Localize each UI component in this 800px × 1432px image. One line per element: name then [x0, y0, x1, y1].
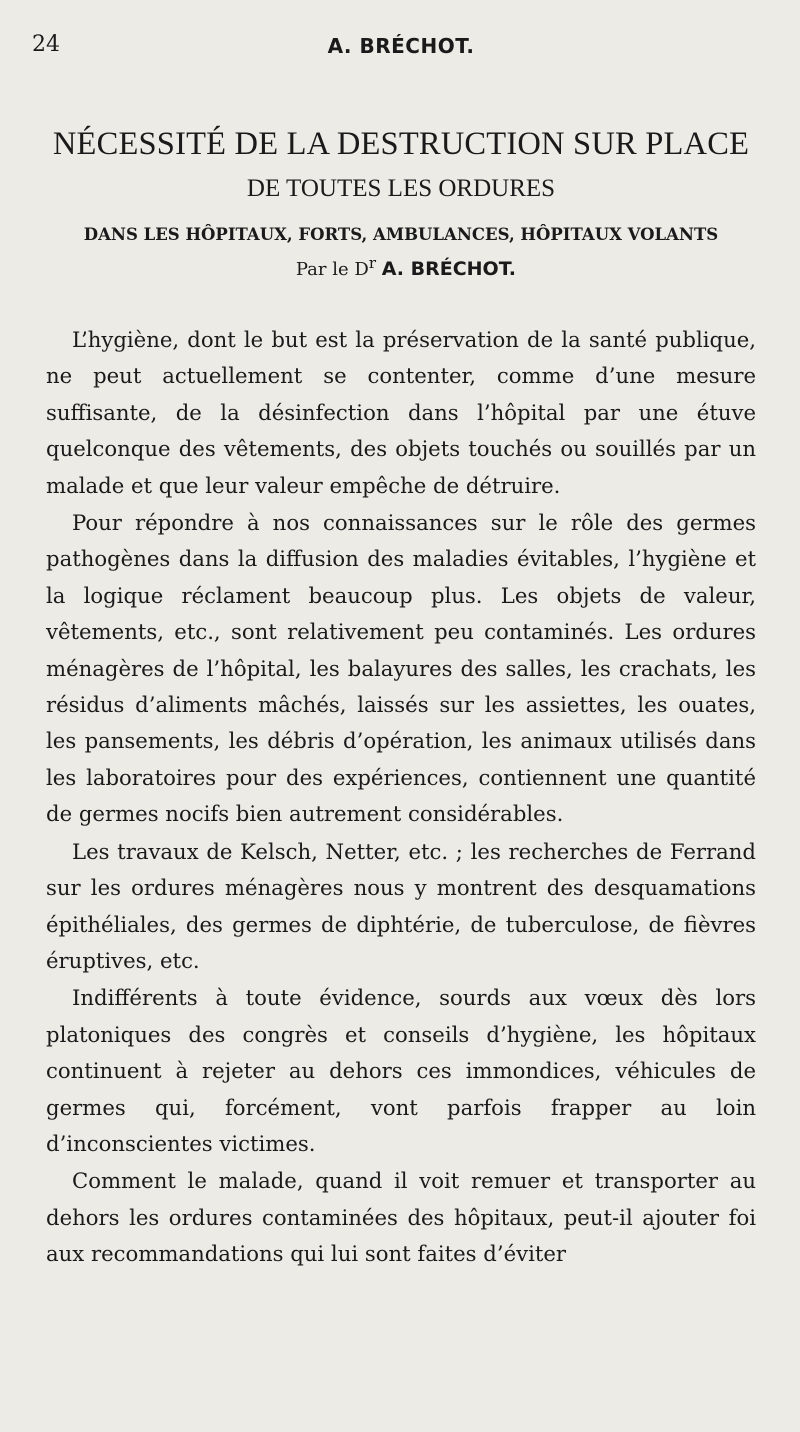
running-title: A. BRÉCHOT. — [327, 34, 475, 58]
paragraph: L’hygiène, dont le but est la préservation de la santé publique, ne peut actuellement se contenter, comme d’une mesure suffisante, de la désinfection dans l’hôpital par une étuve quelconque des vêtements, des objets touchés ou souillés par un malade et que leur valeur empêche de détruire. — [46, 327, 756, 498]
book-page — [0, 32, 800, 1432]
paragraph: Indifférents à toute évidence, sourds aux vœux dès lors platoniques des congrès et conseils d’hygiène, les hôpitaux continuent à rejeter au dehors ces immondices, véhicules de germes qui, forcément, vont parfois frapper au loin d’inconscientes victimes. — [46, 985, 756, 1156]
article-body — [46, 322, 756, 1273]
article-title-continued: DE TOUTES LES ORDURES — [246, 175, 556, 202]
paragraph: Les travaux de Kelsch, Netter, etc. ; les recherches de Ferrand sur les ordures ménagères nous y montrent des desquamations épithéliales, des germes de diphtérie, de tuberculose, de fièvres éruptives, etc. — [46, 838, 756, 973]
article-subtitle: DANS LES HÔPITAUX, FORTS, AMBULANCES, HÔPITAUX VOLANTS — [83, 225, 719, 244]
byline-author: A. BRÉCHOT. — [381, 258, 516, 280]
byline — [46, 254, 756, 280]
byline-superscript: r — [368, 254, 376, 272]
article-title: NÉCESSITÉ DE LA DESTRUCTION SUR PLACE — [52, 126, 750, 162]
running-header — [32, 32, 756, 66]
page-number: 24 — [32, 32, 60, 57]
paragraph: Pour répondre à nos connaissances sur le rôle des germes pathogènes dans la diffusion des maladies évitables, l’hygiène et la logique réclament beaucoup plus. Les objets de valeur, vêtements, etc., sont relativement peu contaminés. Les ordures ménagères de l’hôpital, les balayures des salles, les crachats, les résidus d’aliments mâchés, laissés sur les assiettes, les ouates, les pansements, les débris d’opération, les animaux utilisés dans les laboratoires pour des expériences, contiennent une quantité de germes nocifs bien autrement considérables. — [46, 510, 756, 827]
paragraph: Comment le malade, quand il voit remuer et transporter au dehors les ordures contaminées des hôpitaux, peut-il ajouter foi aux recommandations qui lui sont faites d’éviter — [46, 1168, 756, 1267]
byline-prefix: Par le D — [295, 259, 369, 280]
